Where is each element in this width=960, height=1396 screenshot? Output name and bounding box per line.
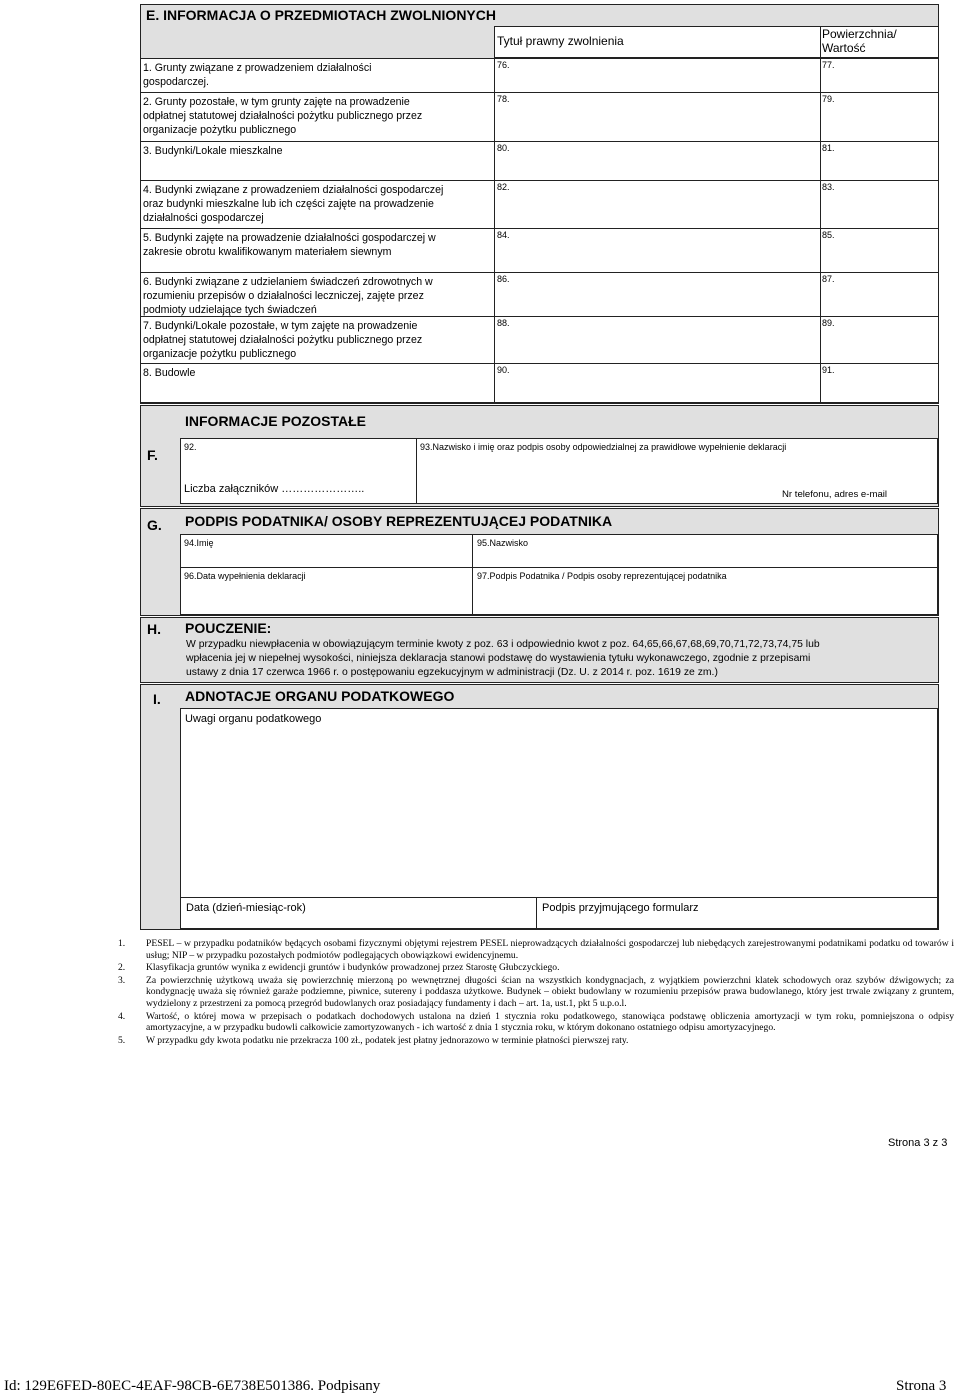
instruction-line-2: wpłacenia jej w niepełnej wysokości, niniejsza deklaracja stanowi podstawę do wystawienia tytułu wykonawczego, zgodnie z przepisami xyxy=(186,653,811,664)
instruction-line-1: W przypadku niewpłacenia w obowiązującym terminie kwoty z poz. 63 i odpowiednio kwot z poz. 64,65,66,67,68,69,70,71,72,73,74,75 lub xyxy=(186,639,820,650)
exempt-row-7-line: odpłatnej statutowej działalności pożytku publicznego przez xyxy=(143,334,423,346)
exempt-row-3-field-number: 80. xyxy=(497,143,510,153)
exempt-row-1-area-number: 77. xyxy=(822,60,835,70)
instruction-line-3: ustawy z dnia 17 czerwca 1966 r. o postępowaniu egzekucyjnym w administracji (Dz. U. z 2014 r. poz. 1619 ze zm.) xyxy=(186,667,718,678)
legal-title-label: Tytuł prawny zwolnienia xyxy=(497,34,624,48)
exempt-row-7-area-number: 89. xyxy=(822,318,835,328)
section-g-title: PODPIS PODATNIKA/ OSOBY REPREZENTUJĄCEJ PODATNIKA xyxy=(185,513,613,529)
section-h-title: POUCZENIE: xyxy=(185,620,272,636)
field-94-label: 94.Imię xyxy=(184,538,214,548)
remarks-label: Uwagi organu podatkowego xyxy=(185,713,322,725)
footnote-text: Klasyfikacja gruntów wynika z ewidencji gruntów i budynków prowadzonej przez Starostę Głubczyckiego. xyxy=(146,962,560,974)
footnote-text: PESEL – w przypadku podatników będących osobami fizycznymi objętymi rejestrem PESEL nieprowadzących działalności gospodarczej lub niebędących zarejestrowanymi podatnikami podatku od towarów i usług; NIP – w przypadku pozostałych podmiotów podlegających obowiązkowi ewidencyjnemu. xyxy=(146,938,954,961)
section-h-letter: H. xyxy=(147,621,161,637)
exempt-row-8-area-number: 91. xyxy=(822,365,835,375)
last-name-field[interactable] xyxy=(472,534,938,568)
exempt-row-5-area-field[interactable] xyxy=(820,228,939,273)
exempt-row-4-line: działalności gospodarczej xyxy=(143,212,264,224)
footer-page-text: Strona 3 xyxy=(896,1378,947,1394)
footnote-text: Wartość, o której mowa w przepisach o podatkach dochodowych ustalona na dzień 1 stycznia roku podatkowego, stanowiąca podstawę obliczenia amortyzacji w tym roku, pomniejszona o odpisy amortyzacyjne, a w przypadku budowli całkowicie zamortyzowanych - ich wartość z dnia 1 stycznia roku, w którym dokonano ostatniego odpisu amortyzacyjnego. xyxy=(146,1010,954,1034)
exempt-row-6-legal-title-field[interactable] xyxy=(494,272,821,317)
exempt-row-2-line: 2. Grunty pozostałe, w tym grunty zajęte na prowadzenie xyxy=(143,96,410,108)
exempt-row-1-legal-title-field[interactable] xyxy=(494,58,821,93)
exempt-row-4-area-number: 83. xyxy=(822,182,835,192)
area-value-label-2: Wartość xyxy=(822,41,866,55)
page-number: Strona 3 z 3 xyxy=(888,1137,948,1149)
exempt-row-4-legal-title-field[interactable] xyxy=(494,180,821,229)
footnote-item xyxy=(118,962,954,974)
footnote-item xyxy=(118,1011,954,1034)
exempt-row-7-field-number: 88. xyxy=(497,318,510,328)
exempt-row-1-area-field[interactable] xyxy=(820,58,939,93)
exempt-row-1-line: 1. Grunty związane z prowadzeniem działalności xyxy=(143,62,372,74)
exempt-row-4-line: 4. Budynki związane z prowadzeniem działalności gospodarczej xyxy=(143,184,444,196)
attachments-count-label: Liczba załączników ………………….. xyxy=(184,483,365,495)
section-g-letter: G. xyxy=(147,517,162,533)
exempt-row-5-line: 5. Budynki zajęte na prowadzenie działalności gospodarczej w xyxy=(143,232,436,244)
exempt-row-8-area-field[interactable] xyxy=(820,363,939,403)
exempt-row-6-line: 6. Budynki związane z udzielaniem świadczeń zdrowotnych w xyxy=(143,276,433,288)
exempt-row-2-legal-title-field[interactable] xyxy=(494,92,821,142)
footnote-text: W przypadku gdy kwota podatku nie przekracza 100 zł., podatek jest płatny jednorazowo w terminie płatności pierwszej raty. xyxy=(146,1034,629,1046)
footnote-item xyxy=(118,1035,954,1047)
footnotes xyxy=(118,938,954,1047)
section-i-title: ADNOTACJE ORGANU PODATKOWEGO xyxy=(185,688,455,704)
exempt-row-8-legal-title-field[interactable] xyxy=(494,363,821,403)
exempt-row-3-line: 3. Budynki/Lokale mieszkalne xyxy=(143,145,283,157)
exempt-row-4-area-field[interactable] xyxy=(820,180,939,229)
exempt-row-7-area-field[interactable] xyxy=(820,316,939,364)
first-name-field[interactable] xyxy=(180,534,473,568)
footnote-number: 2. xyxy=(118,962,126,974)
section-e-title: E. INFORMACJA O PRZEDMIOTACH ZWOLNIONYCH xyxy=(146,7,496,23)
exempt-row-5-line: zakresie obrotu kwalifikowanym materiałem siewnym xyxy=(143,246,392,258)
exempt-row-1-line: gospodarczej. xyxy=(143,76,209,88)
exempt-row-2-line: odpłatnej statutowej działalności pożytku publicznego przez xyxy=(143,110,423,122)
footnote-item xyxy=(118,975,954,1010)
exempt-row-8-field-number: 90. xyxy=(497,365,510,375)
footnote-item xyxy=(118,938,954,961)
footnote-text: Za powierzchnię użytkową uważa się powierzchnię mierzoną po wewnętrznej długości ścian na wszystkich kondygnacjach, z wyjątkiem powierzchni klatek schodowych oraz szybów dźwigowych; za kondygnację uważa się również garaże podziemne, piwnice, sutereny i poddasza użytkowe. Budynek – obiekt budowlany w rozumieniu przepisów prawa budowlanego, który jest trwale związany z gruntem, wydzielony z przestrzeni za pomocą przegród budowlanych oraz posiadający fundamenty i dach – art. 1a, ust.1, pkt 5 u.p.o.l. xyxy=(146,974,954,1009)
exempt-row-3-legal-title-field[interactable] xyxy=(494,141,821,181)
exempt-row-7-line: 7. Budynki/Lokale pozostałe, w tym zajęte na prowadzenie xyxy=(143,320,418,332)
section-f-letter: F. xyxy=(147,447,158,463)
exempt-row-6-area-number: 87. xyxy=(822,274,835,284)
exempt-row-2-area-number: 79. xyxy=(822,94,835,104)
exempt-row-5-field-number: 84. xyxy=(497,230,510,240)
exempt-row-6-line: rozumieniu przepisów o działalności leczniczej, zajęte przez xyxy=(143,290,424,302)
tax-authority-remarks-field[interactable] xyxy=(180,708,938,898)
field-93-label: 93.Nazwisko i imię oraz podpis osoby odpowiedzialnej za prawidłowe wypełnienie deklaracji xyxy=(420,442,787,452)
exempt-row-7-legal-title-field[interactable] xyxy=(494,316,821,364)
exempt-row-4-field-number: 82. xyxy=(497,182,510,192)
exempt-row-3-area-field[interactable] xyxy=(820,141,939,181)
exempt-row-6-field-number: 86. xyxy=(497,274,510,284)
field-96-label: 96.Data wypełnienia deklaracji xyxy=(184,571,306,581)
section-i-letter: I. xyxy=(153,691,161,707)
exempt-row-8-line: 8. Budowle xyxy=(143,367,196,379)
exempt-row-6-area-field[interactable] xyxy=(820,272,939,317)
field-92-number: 92. xyxy=(184,442,197,452)
field-95-label: 95.Nazwisko xyxy=(477,538,529,548)
phone-email-label: Nr telefonu, adres e-mail xyxy=(782,489,888,500)
section-f-title: INFORMACJE POZOSTAŁE xyxy=(185,413,366,429)
receipt-date-label: Data (dzień-miesiąc-rok) xyxy=(186,902,306,914)
exempt-row-5-area-number: 85. xyxy=(822,230,835,240)
exempt-row-6-line: podmioty udzielające tych świadczeń xyxy=(143,304,317,316)
field-97-label: 97.Podpis Podatnika / Podpis osoby reprezentującej podatnika xyxy=(477,571,727,581)
exempt-row-1-field-number: 76. xyxy=(497,60,510,70)
footer-id-text: Id: 129E6FED-80EC-4EAF-98CB-6E738E501386. Podpisany xyxy=(4,1378,381,1394)
footnote-number: 5. xyxy=(118,1034,126,1046)
footnote-number: 4. xyxy=(118,1010,126,1022)
exempt-row-2-field-number: 78. xyxy=(497,94,510,104)
exempt-row-2-area-field[interactable] xyxy=(820,92,939,142)
footnote-number: 3. xyxy=(118,974,126,986)
receiver-signature-label: Podpis przyjmującego formularz xyxy=(542,902,699,914)
exempt-row-2-line: organizacje pożytku publicznego xyxy=(143,124,297,136)
exempt-row-3-area-number: 81. xyxy=(822,143,835,153)
exempt-row-5-legal-title-field[interactable] xyxy=(494,228,821,273)
exempt-row-7-line: organizacje pożytku publicznego xyxy=(143,348,297,360)
area-value-label-1: Powierzchnia/ xyxy=(822,27,897,41)
exempt-row-4-line: oraz budynki mieszkalne lub ich części zajęte na prowadzenie xyxy=(143,198,434,210)
footnote-number: 1. xyxy=(118,938,126,949)
